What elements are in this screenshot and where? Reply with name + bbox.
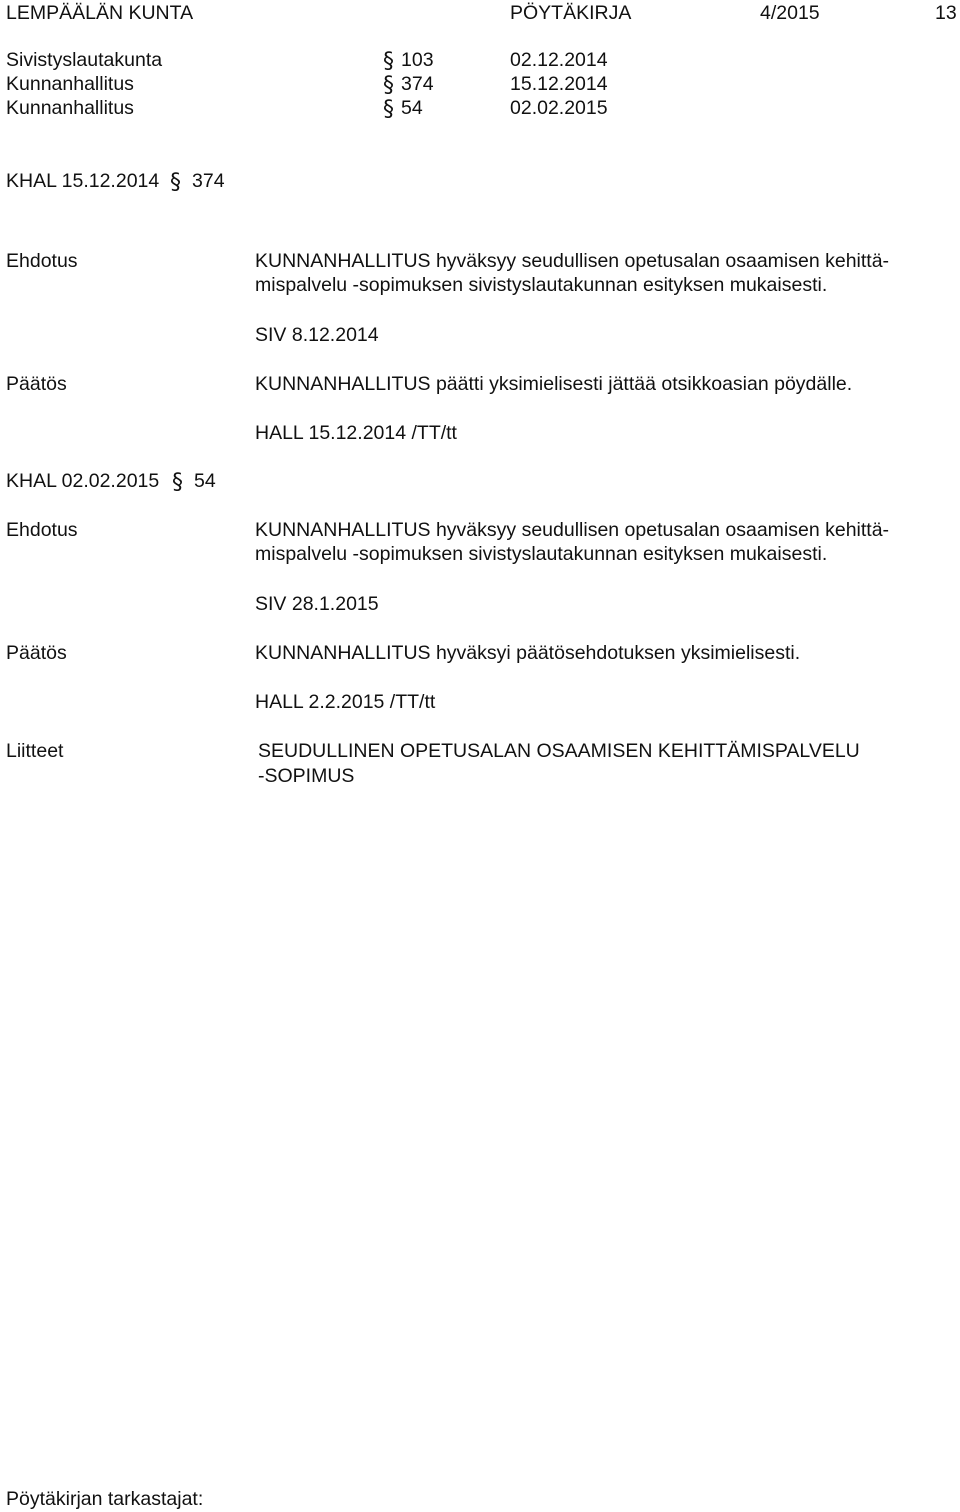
- attachment-title-line: SEUDULLINEN OPETUSALAN OSAAMISEN KEHITTÄMISPALVELU: [258, 740, 860, 762]
- proposal-label: Ehdotus: [6, 519, 78, 541]
- page-number: 13: [935, 2, 957, 24]
- history-date: 02.12.2014: [510, 49, 608, 71]
- history-section: 374: [401, 73, 434, 95]
- section-icon: §: [383, 97, 394, 122]
- section-icon: §: [170, 170, 181, 195]
- history-body: Sivistyslautakunta: [6, 49, 163, 71]
- history-section: 54: [401, 97, 423, 119]
- section-icon: §: [383, 73, 394, 98]
- municipality-name: LEMPÄÄLÄN KUNTA: [6, 2, 194, 24]
- meeting-section-number: 54: [194, 470, 216, 492]
- decision-label: Päätös: [6, 373, 67, 395]
- meeting-heading: KHAL 02.02.2015: [6, 470, 160, 492]
- decision-signature: HALL 2.2.2015 /TT/tt: [255, 691, 436, 713]
- reviewers-label: Pöytäkirjan tarkastajat:: [6, 1488, 204, 1510]
- history-date: 02.02.2015: [510, 97, 608, 119]
- history-section: 103: [401, 49, 434, 71]
- decision-signature: HALL 15.12.2014 /TT/tt: [255, 422, 457, 444]
- proposal-text-line: mispalvelu -sopimuksen sivistyslautakunnan esityksen mukaisesti.: [255, 543, 828, 565]
- document-number: 4/2015: [760, 2, 820, 24]
- section-icon: §: [383, 49, 394, 74]
- history-date: 15.12.2014: [510, 73, 608, 95]
- meeting-section-number: 374: [192, 170, 225, 192]
- decision-label: Päätös: [6, 642, 67, 664]
- decision-text: KUNNANHALLITUS hyväksyi päätösehdotuksen yksimielisesti.: [255, 642, 801, 664]
- meeting-heading: KHAL 15.12.2014: [6, 170, 160, 192]
- proposal-signature: SIV 28.1.2015: [255, 593, 379, 615]
- proposal-text-line: KUNNANHALLITUS hyväksyy seudullisen opetusalan osaamisen kehittä-: [255, 519, 890, 541]
- proposal-signature: SIV 8.12.2014: [255, 324, 379, 346]
- decision-text: KUNNANHALLITUS päätti yksimielisesti jättää otsikkoasian pöydälle.: [255, 373, 853, 395]
- section-icon: §: [172, 470, 183, 495]
- document-type: PÖYTÄKIRJA: [510, 2, 632, 24]
- proposal-text-line: KUNNANHALLITUS hyväksyy seudullisen opetusalan osaamisen kehittä-: [255, 250, 890, 272]
- proposal-label: Ehdotus: [6, 250, 78, 272]
- history-body: Kunnanhallitus: [6, 73, 134, 95]
- attachment-title-line: -SOPIMUS: [258, 765, 355, 787]
- attachments-label: Liitteet: [6, 740, 64, 762]
- proposal-text-line: mispalvelu -sopimuksen sivistyslautakunnan esityksen mukaisesti.: [255, 274, 828, 296]
- history-body: Kunnanhallitus: [6, 97, 134, 119]
